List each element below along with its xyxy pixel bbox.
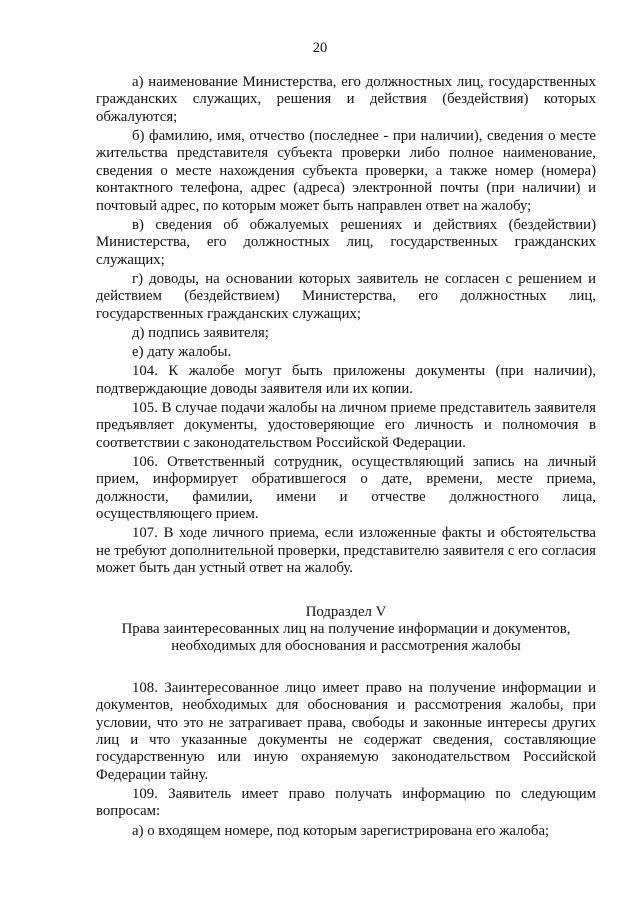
document-body <box>96 74 596 840</box>
paragraph-item-g: г) доводы, на основании которых заявитель не согласен с решением и действием (бездействием) Министерства, его должностных лиц, государственных гражданских служащих; <box>96 270 596 322</box>
paragraph-item-e: е) дату жалобы. <box>132 344 232 361</box>
paragraph-item-v: в) сведения об обжалуемых решениях и действиях (бездействии) Министерства, его должностных лиц, государственных гражданских служащих; <box>96 216 596 268</box>
paragraph-107: 107. В ходе личного приема, если изложенные факты и обстоятельства не требуют дополнительной проверки, представителю заявителя с его согласия может быть дан устный ответ на жалобу. <box>96 525 596 577</box>
paragraph-109-item-a: а) о входящем номере, под которым зарегистрирована его жалоба; <box>132 822 550 839</box>
subsection-title: Права заинтересованных лиц на получение информации и документов, необходимых для обоснования и рассмотрения жалобы <box>121 620 571 655</box>
paragraph-item-d: д) подпись заявителя; <box>132 324 269 341</box>
paragraph-109: 109. Заявитель имеет право получать информацию по следующим вопросам: <box>96 786 596 820</box>
paragraph-item-a: а) наименование Министерства, его должностных лиц, государственных гражданских служащих, решения и действия (бездействия) которых обжалуются; <box>96 74 596 125</box>
subsection-heading: Подраздел V <box>305 603 387 620</box>
paragraph-item-b: б) фамилию, имя, отчество (последнее - при наличии), сведения о месте жительства представителя субъекта проверки либо полное наименование, сведения о месте нахождения субъекта проверки, а также номер (номера) контактного телефона, адрес (адреса) электронной почты (при наличии) и почтовый адрес, по которым может быть направлен ответ на жалобу; <box>96 128 596 214</box>
paragraph-108: 108. Заинтересованное лицо имеет право на получение информации и документов, необходимых для обоснования и рассмотрения жалобы, при условии, что это не затрагивает права, свободы и законные интересы других лиц и что указанные документы не содержат сведения, составляющие государственную или иную охраняемую законодательством Российской Федерации тайну. <box>96 679 596 783</box>
paragraph-104: 104. К жалобе могут быть приложены документы (при наличии), подтверждающие доводы заявителя или их копии. <box>96 363 596 397</box>
page-number: 20 <box>312 40 328 56</box>
paragraph-106: 106. Ответственный сотрудник, осуществляющий запись на личный прием, информирует обратившегося о дате, времени, месте приема, должности, фамилии, имени и отчестве должностного лица, осуществляющего прием. <box>96 453 596 523</box>
paragraph-105: 105. В случае подачи жалобы на личном приеме представитель заявителя предъявляет документы, удостоверяющие его личность и полномочия в соответствии с законодательством Российской Федерации. <box>96 399 596 451</box>
